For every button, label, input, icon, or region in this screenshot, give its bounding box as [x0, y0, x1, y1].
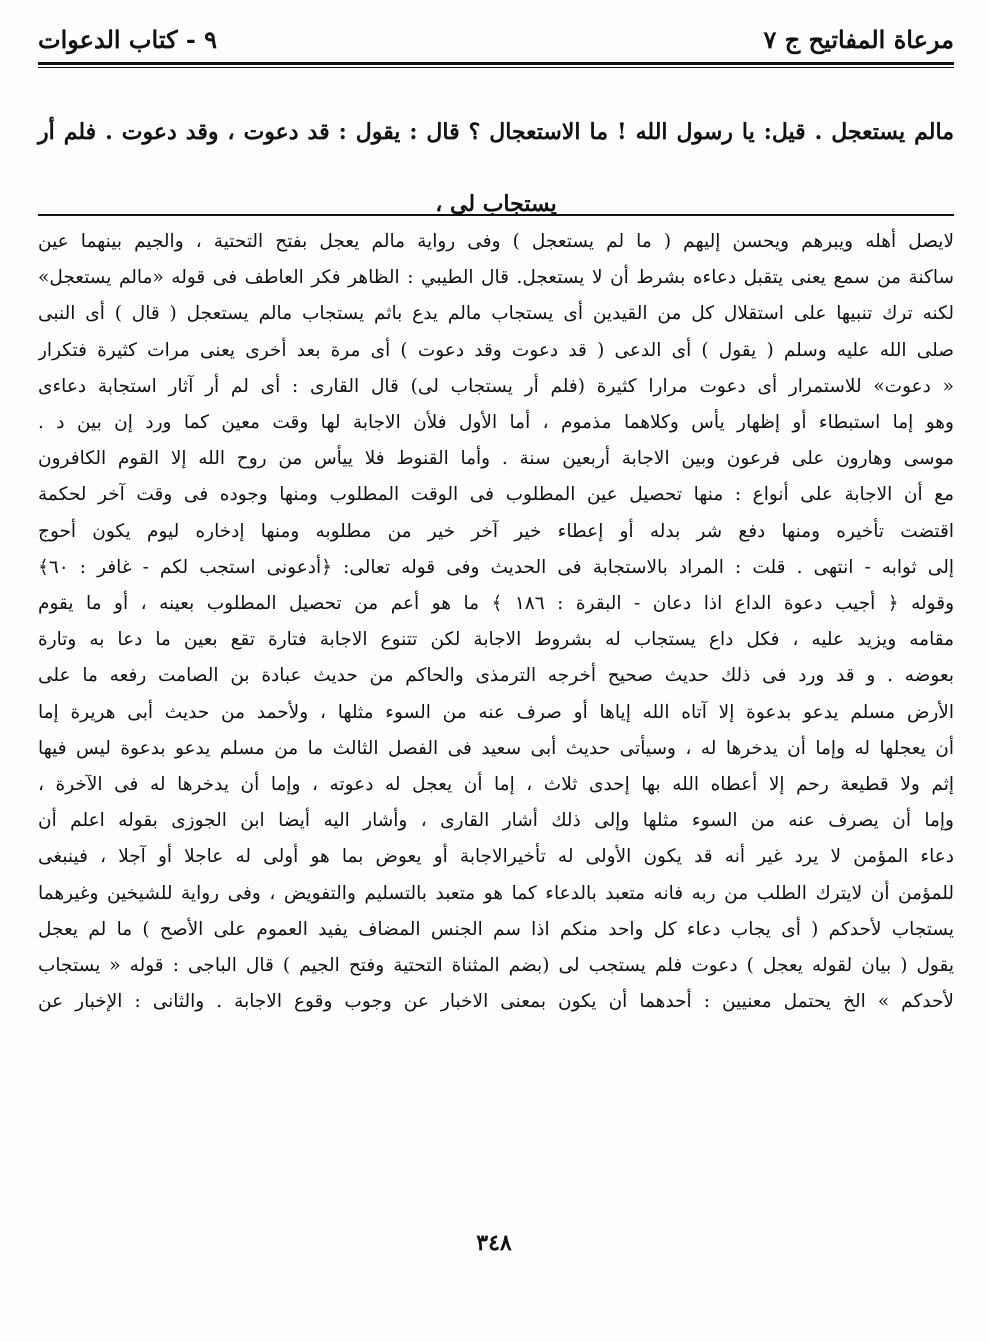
commentary-line: الأرض مسلم يدعو بدعوة إلا آتاه الله إياها أو صرف عنه من السوء مثلها ، ولأحمد من حديث أبى هريرة إما	[38, 701, 954, 723]
commentary-line: لكنه ترك تنبيها على استقلال كل من القيدين أى يستجاب مالم يدع باثم يستجاب مالم يستعجل ( قال ) أى النبى	[38, 303, 954, 325]
commentary-line: للمؤمن أن لايترك الطلب من ربه فانه متعبد بالدعاء كما هو متعبد بالتسليم والتفويض ، وفى رواية للشيخين وغيرهما	[38, 882, 954, 904]
hadith-text: مالم يستعجل . قيل: يا رسول الله ! ما الاستعجال ؟ قال : يقول : قد دعوت ، وقد دعوت . فلم أر يستجاب لى ،	[38, 119, 954, 217]
commentary-line: لايصل أهله ويبرهم ويحسن إليهم ( ما لم يستعجل ) وفى رواية مالم يعجل بفتح التحتية ، والجيم بينهما عين	[38, 231, 954, 252]
commentary-line: أن يعجلها له وإما أن يدخرها له ، وسيأتى حديث أبى سعيد فى الفصل الثالث ما من مسلم يدعو بدعوة ليس فيها	[38, 737, 954, 759]
commentary-line: يقول ( بيان لقوله يعجل ) دعوت فلم يستجب لى (بضم المثناة التحتية وفتح الجيم ) قال الباجى : قوله « يستجاب	[38, 955, 954, 977]
header-rule-thin	[38, 67, 954, 68]
chapter-title: ٩ - كتاب الدعوات	[38, 24, 218, 54]
commentary-line: وإما أن يصرف عنه من السوء مثلها وإلى ذلك أشار القارى ، وأشار اليه أيضا ابن الجوزى بقوله اعلم أن	[38, 810, 954, 832]
commentary-line: اقتضت تأخيره ومنها دفع شر بدله أو إعطاء خير آخر خير من مطلوبه ومنها إدخاره ليوم يكون أحوج	[38, 520, 954, 542]
book-title: مرعاة المفاتيح ج ٧	[763, 24, 954, 54]
header-rule-thick	[38, 62, 954, 65]
commentary	[38, 224, 954, 1020]
commentary-line: بعوضه . و قد ورد فى ذلك حديث صحيح أخرجه الترمذى والحاكم من حديث عبادة بن الصامت رفعه ما على	[38, 665, 954, 687]
commentary-line: مقامه ويزيد عليه ، فكل داع يستجاب له بشروط الاجابة لكن تتنوع الاجابة فتارة تقع بعين ما دعا به وتارة	[38, 629, 954, 651]
commentary-line: ساكنة من سمع يعنى يتقبل دعاءه بشرط أن لا يستعجل. قال الطيبي : الظاهر فكر العاطف فى قوله «مالم يستعجل»	[38, 267, 954, 289]
commentary-line: موسى وهارون على فرعون وبين الاجابة أربعين سنة . وأما القنوط فلا ييأس من روح الله إلا القوم الكافرون	[38, 448, 954, 470]
separator-rule	[38, 214, 954, 216]
commentary-line: يستجاب لأحدكم ( أى يجاب دعاء كل واحد منكم اذا سم الجنس المضاف يفيد العموم على الأصح ) ما لم يعجل	[38, 918, 954, 940]
commentary-line: وهو إما استبطاء أو إظهار يأس وكلاهما مذموم ، أما الأول فلأن الاجابة لها وقت معين كما ورد إن بين د .	[38, 412, 954, 434]
commentary-line: وقوله ﴿ أجيب دعوة الداع اذا دعان - البقرة : ١٨٦ ﴾ ما هو أعم من تحصيل المطلوب بعينه ، أو ما يقوم	[38, 593, 954, 615]
running-header	[38, 18, 954, 60]
commentary-line: « دعوت» للاستمرار أى دعوت مرارا كثيرة (فلم أر يستجاب لى) قال القارى : أى لم أر آثار استجابة دعاءى	[38, 375, 954, 397]
commentary-line: صلى الله عليه وسلم ( يقول ) أى الدعى ( قد دعوت وقد دعوت ) أى مرة بعد أخرى يعنى مرات كثيرة فتكرار	[38, 339, 954, 361]
commentary-line: لأحدكم » الخ يحتمل معنيين : أحدهما أن يكون بمعنى الاخبار عن وجوب وقوع الاجابة . والثانى : الإخبار عن	[38, 991, 954, 1013]
commentary-line: إلى ثوابه - انتهى . قلت : المراد بالاستجابة فى الحديث وفى قوله تعالى: ﴿أدعونى استجب لكم - غافر : ٦٠﴾	[38, 556, 954, 578]
commentary-line: دعاء المؤمن لا يرد غير أنه قد يكون الأولى له تأخيرالاجابة أو يعوض بما هو أولى له عاجلا أو آجلا ، فينبغى	[38, 846, 954, 868]
commentary-line: مع أن الاجابة على أنواع : منها تحصيل عين المطلوب فى الوقت المطلوب ومنها وجوده فى وقت آخر لحكمة	[38, 484, 954, 506]
commentary-line: إثم ولا قطيعة رحم إلا أعطاه الله بها إحدى ثلاث ، إما أن يعجل له دعوته ، وإما أن يدخرها له فى الآخرة ،	[38, 774, 954, 796]
page-number: ٣٤٨	[476, 1230, 512, 1256]
